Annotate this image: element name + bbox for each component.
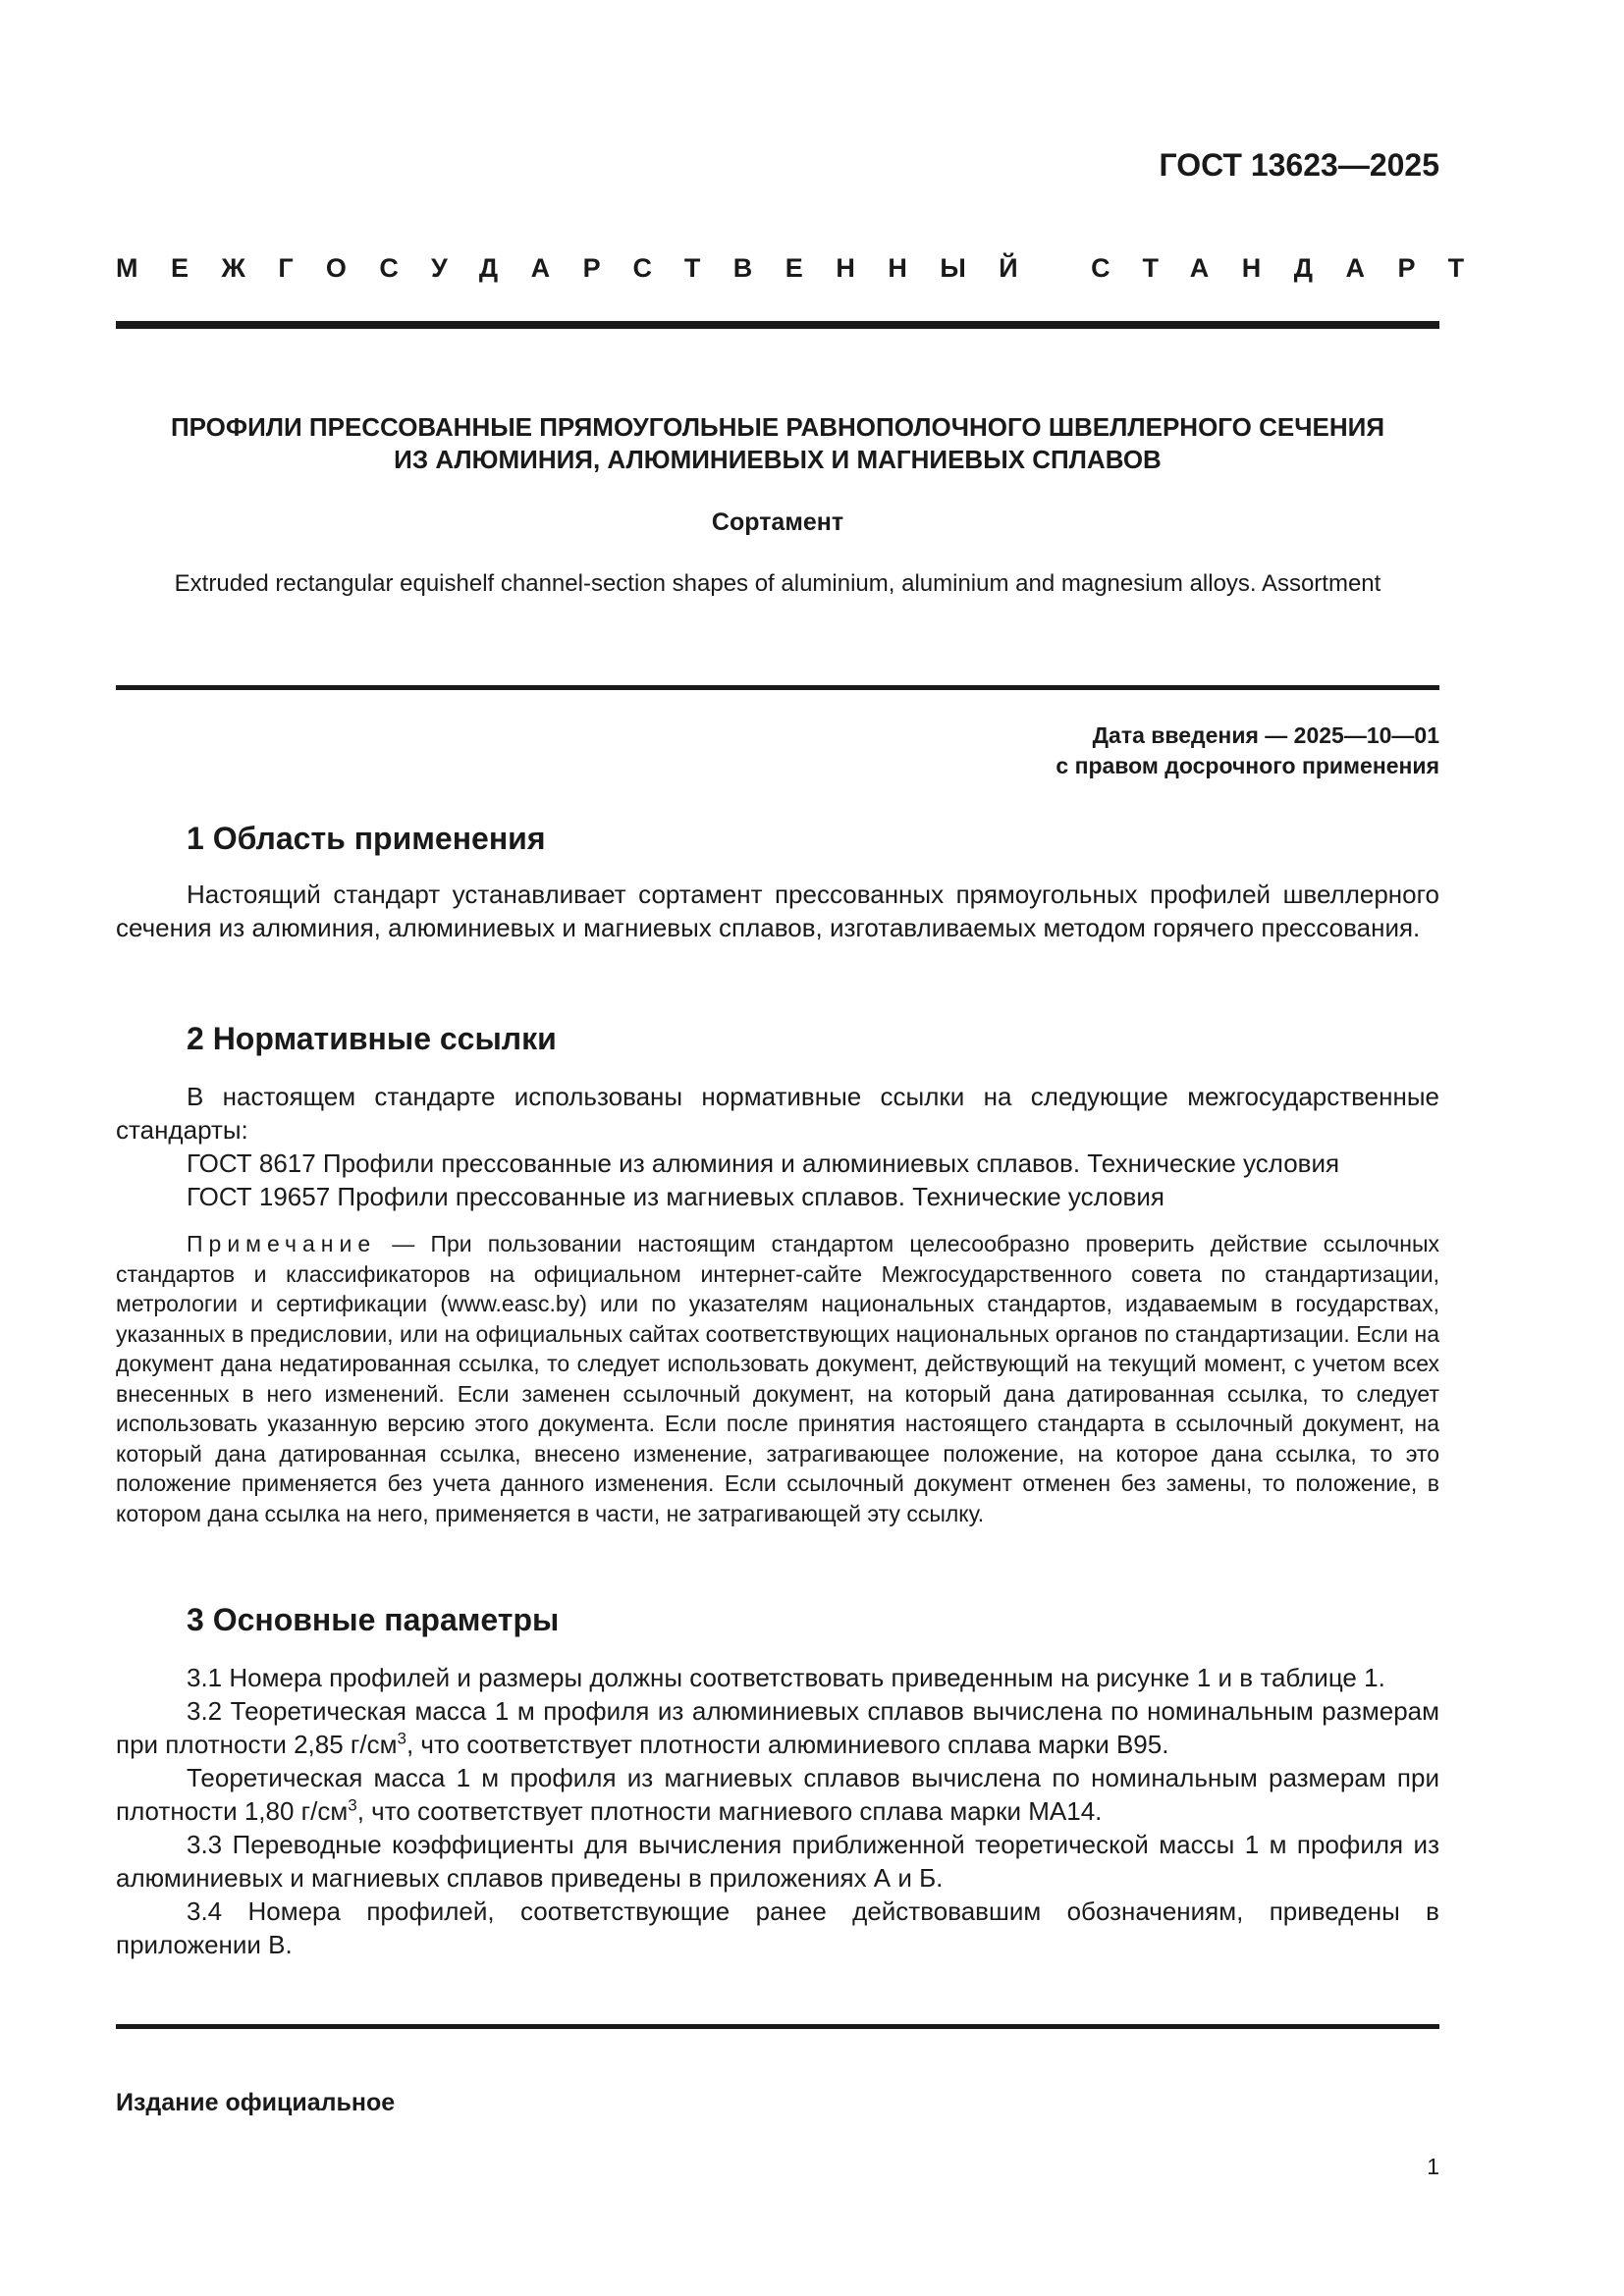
paragraph-3-1: 3.1 Номера профилей и размеры должны соответствовать приведенным на рисунке 1 и в таблице 1.	[187, 1663, 1385, 1692]
section-1-heading: 1 Область применения	[187, 821, 546, 856]
superscript-3: 3	[348, 1795, 357, 1815]
introduction-date	[1056, 721, 1439, 781]
english-title: Extruded rectangular equishelf channel-section shapes of aluminium, aluminium and magnesium alloys. Assortment	[174, 570, 1381, 597]
section-3-heading: 3 Основные параметры	[187, 1602, 560, 1637]
reference-gost-19657: ГОСТ 19657 Профили прессованные из магниевых сплавов. Технические условия	[187, 1182, 1164, 1211]
document-subtitle: Сортамент	[711, 508, 844, 536]
page-number: 1	[1427, 2154, 1439, 2179]
title-line-1: ПРОФИЛИ ПРЕССОВАННЫЕ ПРЯМОУГОЛЬНЫЕ РАВНОПОЛОЧНОГО ШВЕЛЛЕРНОГО СЕЧЕНИЯ	[170, 412, 1385, 442]
document-title	[116, 411, 1439, 476]
section-2-heading: 2 Нормативные ссылки	[187, 1021, 557, 1056]
header-rule	[116, 321, 1439, 329]
superscript-3: 3	[397, 1729, 406, 1748]
section-2-intro: В настоящем стандарте использованы нормативные ссылки на следующие межгосударственные стандарты:	[116, 1082, 1439, 1145]
paragraph-3-2-magnesium-text: Теоретическая масса 1 м профиля из магниевых сплавов вычислена по номинальным размерам при плотности 1,80 г/см	[116, 1763, 1439, 1826]
footer-rule	[116, 2024, 1439, 2029]
intro-date-line-1: Дата введения — 2025—10—01	[1092, 722, 1439, 748]
intro-date-line-2: с правом досрочного применения	[1056, 753, 1439, 778]
paragraph-3-2	[116, 1694, 1439, 1761]
paragraph-3-3: 3.3 Переводные коэффициенты для вычисления приближенной теоретической массы 1 м профиля из алюминиевых и магниевых сплавов приведены в приложениях А и Б.	[116, 1830, 1439, 1893]
note-text: — При пользовании настоящим стандартом целесообразно проверить действие ссылочных стандартов и классификаторов на официальном интернет-сайте Межгосударственного совета по стандартизации, метрологии и сертификации (www.easc.by) или по указателям национальных стандартов, издаваемым в государствах, указанных в предисловии, или на официальных сайтах соответствующих национальных органов по стандартизации. Если на документ дана недатированная ссылка, то следует использовать документ, действующий на текущий момент, с учетом всех внесенных в него изменений. Если заменен ссылочный документ, на который дана датированная ссылка, то следует использовать указанную версию этого документа. Если после принятия настоящего стандарта в ссылочный документ, на который дана датированная ссылка, внесено изменение, затрагивающее положение, на которое дана ссылка, то это положение применяется без учета данного изменения. Если ссылочный документ отменен без замены, то положение, в котором дана ссылка на него, применяется в части, не затрагивающей эту ссылку.	[116, 1231, 1439, 1526]
paragraph-3-2-magnesium-end: , что соответствует плотности магниевого сплава марки МА14.	[356, 1796, 1103, 1826]
paragraph-3-2-end: , что соответствует плотности алюминиевого сплава марки В95.	[406, 1730, 1169, 1759]
section-1-text: Настоящий стандарт устанавливает сортамент прессованных прямоугольных профилей швеллерного сечения из алюминия, алюминиевых и магниевых сплавов, изготавливаемых методом горячего прессования.	[116, 880, 1439, 942]
interstate-standard-label: МЕЖГОСУДАРСТВЕННЫЙ СТАНДАРТ	[116, 253, 1497, 283]
paragraph-3-2-magnesium	[116, 1761, 1439, 1828]
title-line-2: ИЗ АЛЮМИНИЯ, АЛЮМИНИЕВЫХ И МАГНИЕВЫХ СПЛАВОВ	[394, 445, 1162, 474]
reference-gost-8617: ГОСТ 8617 Профили прессованные из алюминия и алюминиевых сплавов. Технические условия	[187, 1148, 1340, 1178]
note-label: Примечание	[187, 1231, 377, 1256]
official-edition-label: Издание официальное	[116, 2089, 396, 2116]
title-rule	[116, 685, 1439, 690]
note-paragraph	[116, 1229, 1439, 1528]
gost-code: ГОСТ 13623—2025	[1159, 147, 1439, 183]
paragraph-3-2-text: 3.2 Теоретическая масса 1 м профиля из алюминиевых сплавов вычислена по номинальным размерам при плотности 2,85 г/см	[116, 1696, 1439, 1759]
paragraph-3-4: 3.4 Номера профилей, соответствующие ранее действовавшим обозначениям, приведены в приложении В.	[116, 1896, 1439, 1959]
